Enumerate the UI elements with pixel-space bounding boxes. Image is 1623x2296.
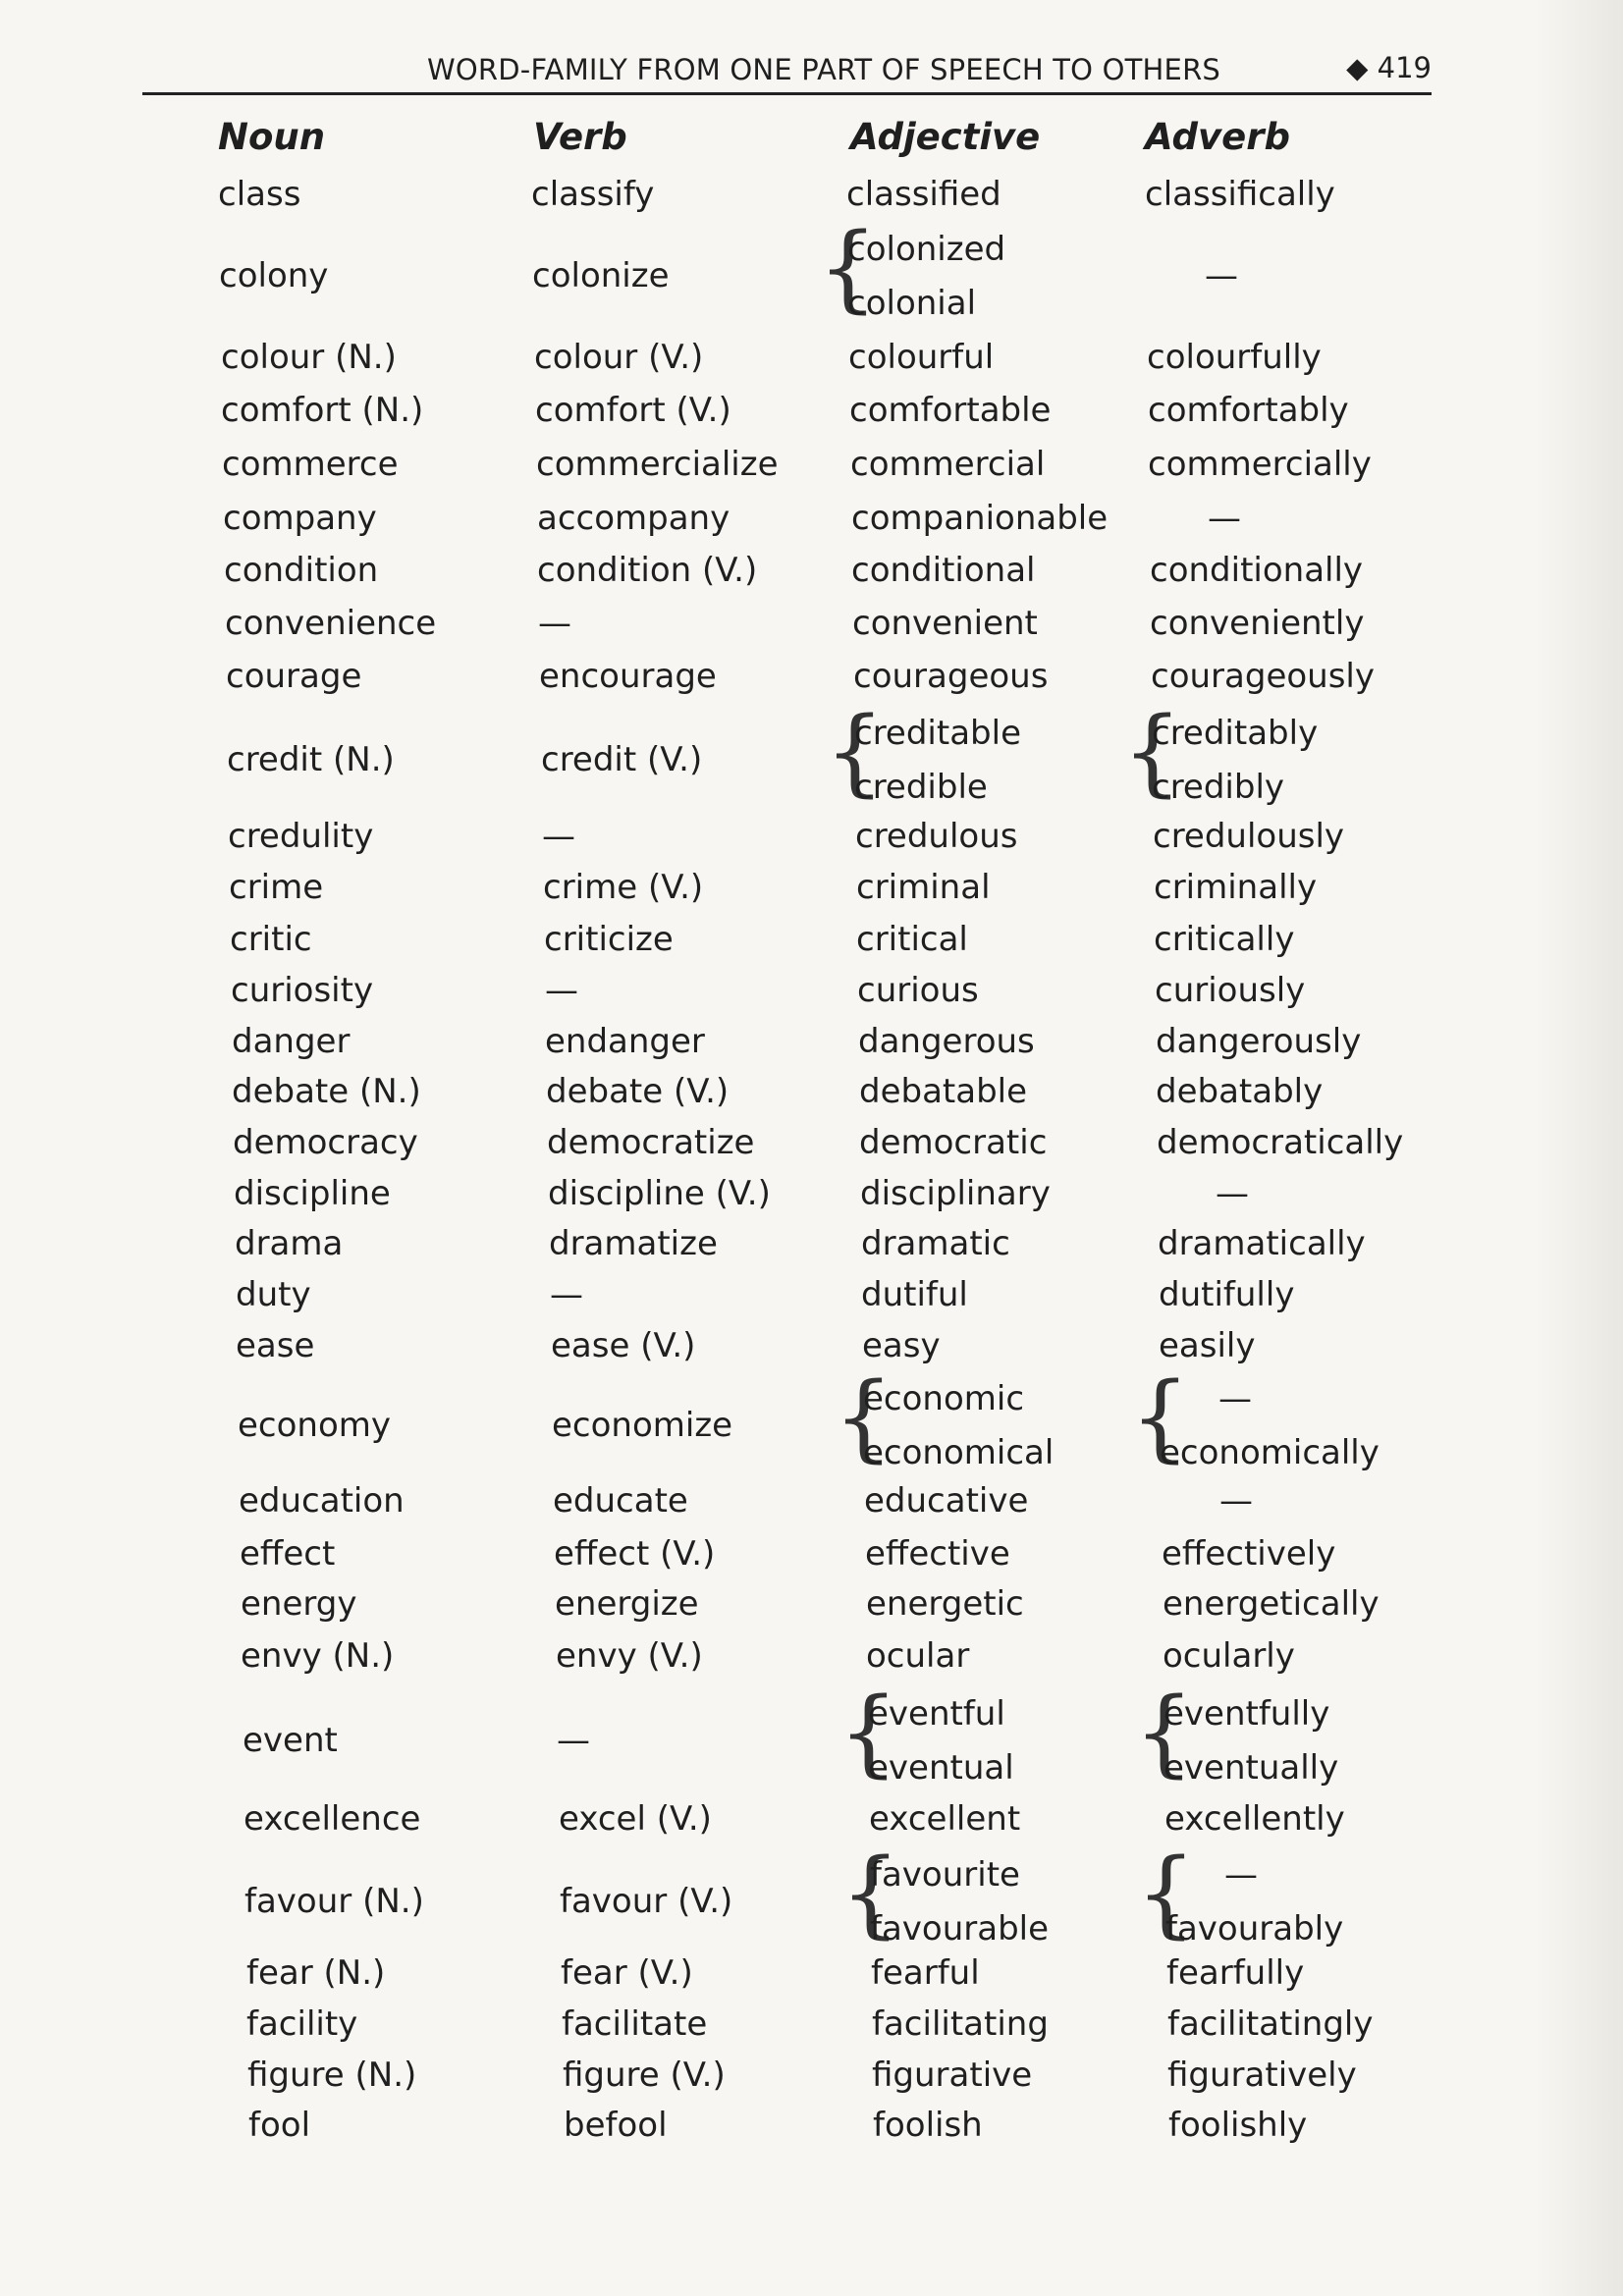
adverb-cell: foolishly <box>1168 2106 1308 2145</box>
verb-cell: condition (V.) <box>537 551 758 590</box>
adverb-cell: dutifully <box>1159 1275 1295 1314</box>
adjective-cell: dutiful <box>861 1275 968 1314</box>
adverb-cell: — <box>1208 499 1241 538</box>
column-header-noun: Noun <box>218 116 326 158</box>
adjective-cell: credulous <box>855 817 1018 856</box>
adverb-cell: commercially <box>1148 445 1372 484</box>
verb-cell: — <box>557 1721 590 1760</box>
noun-cell: critic <box>230 920 312 959</box>
adjective-cell: convenient <box>852 604 1038 643</box>
noun-cell: duty <box>236 1275 311 1314</box>
noun-cell: drama <box>235 1224 344 1263</box>
verb-cell: — <box>545 971 578 1010</box>
verb-cell: facilitate <box>562 2004 708 2044</box>
verb-cell: classify <box>531 175 655 214</box>
adjective-cell: disciplinary <box>860 1174 1051 1213</box>
adjective-cell: ocular <box>866 1636 970 1676</box>
adverb-cell: excellently <box>1164 1799 1345 1839</box>
adverb-cell: — <box>1219 1481 1253 1521</box>
adjective-cell: credible <box>854 767 988 807</box>
noun-cell: figure (N.) <box>247 2056 417 2095</box>
adjective-cell: colourful <box>848 338 995 377</box>
noun-cell: democracy <box>233 1123 418 1162</box>
adverb-cell: energetically <box>1163 1584 1380 1624</box>
verb-cell: accompany <box>537 499 730 538</box>
noun-cell: colour (N.) <box>221 338 397 377</box>
verb-cell: effect (V.) <box>554 1534 716 1574</box>
header-title: WORD-FAMILY FROM ONE PART OF SPEECH TO OTHERS <box>427 53 1221 86</box>
noun-cell: colony <box>219 256 329 295</box>
noun-cell: debate (N.) <box>232 1072 421 1111</box>
verb-cell: debate (V.) <box>546 1072 730 1111</box>
adjective-cell: curious <box>857 971 979 1010</box>
adjective-cell: colonized <box>847 229 1006 269</box>
noun-cell: excellence <box>243 1799 421 1839</box>
verb-cell: crime (V.) <box>543 868 704 907</box>
adverb-cell: facilitatingly <box>1167 2004 1374 2044</box>
noun-cell: facility <box>246 2004 358 2044</box>
verb-cell: envy (V.) <box>556 1636 703 1676</box>
adverb-cell: easily <box>1159 1326 1256 1365</box>
grouping-brace: { <box>1134 1678 1195 1788</box>
verb-cell: criticize <box>544 920 674 959</box>
adverb-cell: critically <box>1154 920 1295 959</box>
adverb-cell: credulously <box>1153 817 1345 856</box>
adjective-cell: economical <box>863 1432 1055 1472</box>
adjective-cell: excellent <box>869 1799 1021 1839</box>
noun-cell: condition <box>224 551 379 590</box>
noun-cell: class <box>218 175 301 214</box>
adverb-cell: eventfully <box>1163 1693 1330 1734</box>
adjective-cell: companionable <box>851 499 1109 538</box>
verb-cell: favour (V.) <box>560 1882 733 1921</box>
grouping-brace: { <box>839 1678 899 1788</box>
page-edge-shadow <box>1535 0 1623 2296</box>
adverb-cell: credibly <box>1152 767 1285 807</box>
noun-cell: danger <box>232 1022 351 1061</box>
noun-cell: envy (N.) <box>241 1636 395 1676</box>
noun-cell: courage <box>226 657 362 696</box>
adverb-cell: — <box>1205 256 1238 295</box>
grouping-brace: { <box>818 213 879 323</box>
verb-cell: colour (V.) <box>534 338 704 377</box>
verb-cell: — <box>550 1275 583 1314</box>
adjective-cell: conditional <box>851 551 1036 590</box>
adverb-cell: curiously <box>1155 971 1306 1010</box>
adverb-cell: dangerously <box>1156 1022 1362 1061</box>
verb-cell: — <box>542 817 575 856</box>
noun-cell: discipline <box>234 1174 391 1213</box>
noun-cell: fool <box>248 2106 311 2145</box>
adjective-cell: dangerous <box>858 1022 1035 1061</box>
adjective-cell: commercial <box>850 445 1046 484</box>
adjective-cell: educative <box>864 1481 1029 1521</box>
adverb-cell: colourfully <box>1147 338 1322 377</box>
verb-cell: — <box>538 604 571 643</box>
noun-cell: company <box>223 499 377 538</box>
noun-cell: credit (N.) <box>227 740 395 779</box>
adverb-cell: — <box>1224 1854 1258 1895</box>
verb-cell: fear (V.) <box>561 1953 693 1993</box>
verb-cell: energize <box>555 1584 699 1624</box>
adjective-cell: eventful <box>868 1693 1005 1734</box>
verb-cell: discipline (V.) <box>548 1174 771 1213</box>
page-number: ◆ 419 <box>1346 51 1432 84</box>
noun-cell: comfort (N.) <box>221 391 424 430</box>
adverb-cell: ocularly <box>1163 1636 1295 1676</box>
noun-cell: education <box>239 1481 405 1521</box>
column-header-verb: Verb <box>533 116 627 158</box>
adjective-cell: fearful <box>871 1953 980 1993</box>
adjective-cell: debatable <box>859 1072 1028 1111</box>
verb-cell: excel (V.) <box>559 1799 712 1839</box>
noun-cell: ease <box>236 1326 315 1365</box>
grouping-brace: { <box>1136 1839 1197 1949</box>
adverb-cell: economically <box>1160 1432 1380 1472</box>
verb-cell: ease (V.) <box>551 1326 696 1365</box>
verb-cell: economize <box>552 1406 733 1445</box>
noun-cell: curiosity <box>231 971 374 1010</box>
adverb-cell: democratically <box>1157 1123 1404 1162</box>
noun-cell: favour (N.) <box>244 1882 424 1921</box>
noun-cell: event <box>243 1721 338 1760</box>
adverb-cell: fearfully <box>1166 1953 1305 1993</box>
verb-cell: democratize <box>547 1123 755 1162</box>
verb-cell: commercialize <box>536 445 779 484</box>
adjective-cell: favourable <box>870 1908 1050 1949</box>
adjective-cell: courageous <box>853 657 1049 696</box>
noun-cell: convenience <box>225 604 437 643</box>
adjective-cell: criminal <box>856 868 991 907</box>
adjective-cell: energetic <box>866 1584 1024 1624</box>
adjective-cell: foolish <box>873 2106 983 2145</box>
adjective-cell: democratic <box>859 1123 1048 1162</box>
verb-cell: encourage <box>539 657 717 696</box>
adjective-cell: colonial <box>847 283 977 323</box>
adjective-cell: easy <box>862 1326 941 1365</box>
noun-cell: effect <box>240 1534 336 1574</box>
verb-cell: comfort (V.) <box>535 391 731 430</box>
noun-cell: commerce <box>222 445 399 484</box>
verb-cell: colonize <box>532 256 670 295</box>
adjective-cell: eventual <box>868 1747 1014 1788</box>
running-header <box>142 47 1432 95</box>
grouping-brace: { <box>840 1839 901 1949</box>
adverb-cell: favourably <box>1165 1908 1344 1949</box>
grouping-brace: { <box>1130 1362 1191 1472</box>
adverb-cell: comfortably <box>1148 391 1349 430</box>
adjective-cell: comfortable <box>849 391 1052 430</box>
adverb-cell: — <box>1218 1378 1252 1418</box>
adjective-cell: facilitating <box>872 2004 1049 2044</box>
adjective-cell: critical <box>856 920 968 959</box>
column-header-adverb: Adverb <box>1145 116 1290 158</box>
verb-cell: endanger <box>545 1022 705 1061</box>
verb-cell: dramatize <box>549 1224 718 1263</box>
grouping-brace: { <box>1122 697 1183 807</box>
adjective-cell: effective <box>865 1534 1010 1574</box>
adjective-cell: favourite <box>870 1854 1020 1895</box>
adverb-cell: courageously <box>1151 657 1375 696</box>
grouping-brace: { <box>825 697 886 807</box>
adjective-cell: figurative <box>872 2056 1033 2095</box>
verb-cell: befool <box>564 2106 668 2145</box>
adverb-cell: figuratively <box>1167 2056 1357 2095</box>
adverb-cell: classifically <box>1145 175 1335 214</box>
adverb-cell: criminally <box>1154 868 1318 907</box>
adverb-cell: debatably <box>1156 1072 1324 1111</box>
noun-cell: energy <box>241 1584 357 1624</box>
noun-cell: credulity <box>228 817 374 856</box>
verb-cell: figure (V.) <box>563 2056 726 2095</box>
adjective-cell: classified <box>846 175 1001 214</box>
adjective-cell: economic <box>863 1378 1025 1418</box>
grouping-brace: { <box>834 1362 894 1472</box>
adjective-cell: creditable <box>854 713 1021 753</box>
adverb-cell: — <box>1216 1174 1249 1213</box>
noun-cell: crime <box>229 868 324 907</box>
verb-cell: educate <box>553 1481 688 1521</box>
adverb-cell: conditionally <box>1150 551 1364 590</box>
adjective-cell: dramatic <box>861 1224 1010 1263</box>
adverb-cell: creditably <box>1152 713 1319 753</box>
column-header-adjective: Adjective <box>850 116 1041 158</box>
noun-cell: fear (N.) <box>246 1953 386 1993</box>
verb-cell: credit (V.) <box>541 740 703 779</box>
adverb-cell: effectively <box>1162 1534 1336 1574</box>
adverb-cell: eventually <box>1163 1747 1339 1788</box>
adverb-cell: conveniently <box>1150 604 1365 643</box>
noun-cell: economy <box>238 1406 392 1445</box>
adverb-cell: dramatically <box>1158 1224 1366 1263</box>
